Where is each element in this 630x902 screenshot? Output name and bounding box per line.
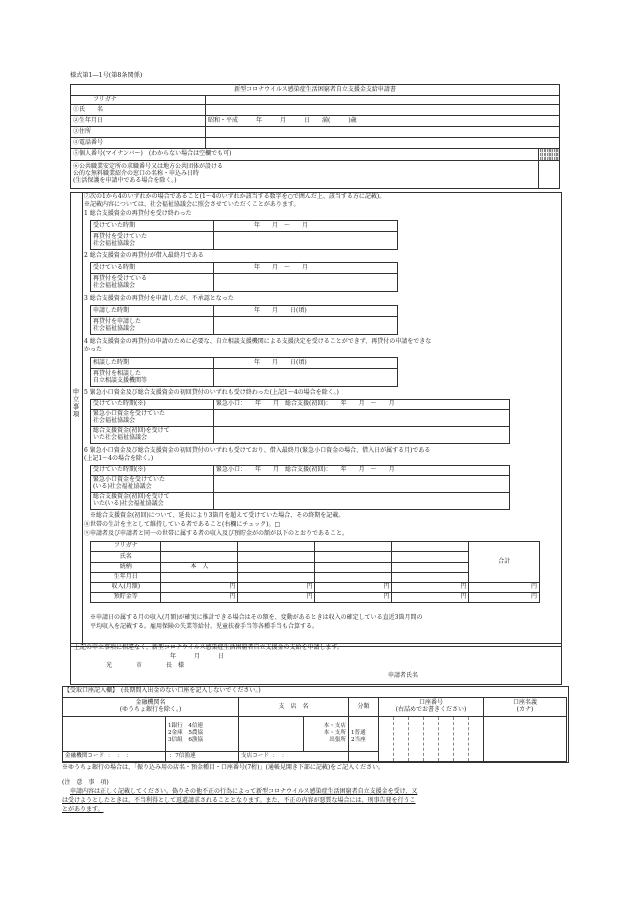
hh-cell[interactable] [315,563,392,573]
form-id: 様式第1―1号(第8条関係) [70,72,143,79]
caution-line-2: は受けようとしたときは、不当利得として返還請求されることとなります。また、不正の内容が悪質な場合には、刑事告発を行うこ [62,797,416,804]
hh-savings-cell[interactable]: 円 [315,593,392,603]
bank-holder-header: 口座名義 (カナ) [484,698,567,717]
case4-agency-label: 再貸付を相談した 自立相談支援機関等 [91,369,214,387]
branch-code-field[interactable] [349,751,379,761]
birth-label: ②生年月日 [71,116,206,127]
hh-cell[interactable] [315,542,392,552]
birth-field[interactable]: 昭和・平成 年 月 日 満( )歳 [206,116,560,127]
case-note: ※総合支援資金(初回)について、延長により3箇月を超えて受けていた場合、その終期を記載。 [90,512,345,519]
hh-cell[interactable] [161,552,238,563]
name-label: ①氏 名 [71,105,206,116]
income-note-2: 平均収入を記載する。雇用保険の失業等給付、児童扶養手当等各種手当も合算する。 [90,623,319,630]
hh-cell[interactable] [315,552,392,563]
hh-cell[interactable] [392,542,469,552]
hh-income-total[interactable]: 円 [469,583,540,593]
bank-institution-types[interactable]: 1銀行 4信連 2金庫 5農協 3信組 6漁協 [166,717,239,752]
hh-cell[interactable] [238,552,315,563]
bank-name-field[interactable] [63,717,166,752]
case4-agency-field[interactable] [214,369,398,387]
form-title: 新型コロナウイルス感染症生活困窮者自立支援金支給申請書 [71,85,560,96]
case3-council-field[interactable] [214,317,398,335]
case3-heading: 3 総合支援資金の再貸付を申請したが、不承認となった [84,295,234,302]
branch-name-field[interactable] [239,717,304,752]
case5-general-council-label: 総合支援資金(初回)を受けて いた社会福祉協議会 [91,427,214,444]
hh-income-cell[interactable]: 円 [392,583,469,593]
case6-general-council-label: 総合支援資金(初回)を受けて いた(いる)社会福祉協議会 [91,493,214,510]
case4-heading: 4 総合支援資金の再貸付の申請のために必要な、自立相談支援機関による支援決定を受けることができず、再貸付の申請をできな [84,338,432,345]
hh-cell[interactable] [161,542,238,552]
case5-period-label: 受けていた時期(※) [91,400,214,410]
case4-date-label: 相談した時期 [91,358,214,369]
case5-period-field[interactable]: 緊急小口： 年 月 総合支援(初回)： 年 月 ～ 月 [214,400,510,410]
furigana-label: フリガナ [71,96,206,105]
applicant-table [70,84,560,189]
hh-birth-label: 生年月日 [91,573,161,583]
declaration-text: 上記の申立事項に相違なく、新型コロナウイルス感染症生活困窮者自立支援金の支給を申請します。 [74,644,344,651]
phone-field[interactable] [206,138,560,149]
hh-income-label: 収入(月額) [91,583,161,593]
case6-heading-cont: (上記1～4の場合を除く。) [84,455,154,462]
branch-types[interactable]: 本・支店 本・支所 出張所 [304,717,349,752]
address-field[interactable] [206,127,560,138]
income-note-1: ※申請日の属する月の収入(月額)が確実に推計できる場合はその額を、変動があるときは収入の確定している直近3箇月間の [90,614,423,621]
hh-cell[interactable] [238,542,315,552]
hh-cell[interactable] [392,573,469,583]
case5-emergency-council-label: 緊急小口資金を受けていた 社会福祉協議会 [91,410,214,427]
case5-table [90,399,510,444]
s7-intro: ⑦次の1から4のいずれかの場合であること(1～4のいずれか該当する数字を○で囲んだ上、該当する方に記載)。 [84,193,386,200]
case1-council-field[interactable] [214,232,398,250]
hellowork-field[interactable] [539,161,560,189]
hh-income-cell[interactable]: 円 [315,583,392,593]
hh-savings-label: 預貯金等 [91,593,161,603]
hh-total-label: 合計 [469,542,540,583]
case2-heading: 2 総合支援資金の再貸付が借入最終月である [84,252,204,259]
case2-table [90,262,398,292]
caution-line-1: 申請内容は正しく記載してください。偽りその他不正の行為によって新型コロナウイルス感染症生活困窮者自立支援金を受け、又 [70,788,418,795]
caution-heading: (注 意 事 項) [62,779,109,786]
case3-date-field[interactable]: 年 月 日(頃) [214,306,398,317]
hh-cell[interactable] [238,573,315,583]
case2-period-label: 受けている時期 [91,263,214,274]
hh-furigana-label: フリガナ [91,542,161,552]
furigana-field[interactable] [206,96,560,105]
case6-emergency-council-field[interactable] [214,476,510,493]
s7-note: ※記載内容については、社会福祉協議会に照会させていただくことがあります。 [84,201,300,208]
case6-general-council-field[interactable] [214,493,510,510]
case6-period-label: 受けていた時期(※) [91,466,214,476]
case6-emergency-council-label: 緊急小口資金を受けていた (いる)社会福祉協議会 [91,476,214,493]
bank-type-header: 分類 [349,698,379,717]
hh-savings-total[interactable]: 円 [469,593,540,603]
case3-table [90,305,398,335]
case6-heading: 6 緊急小口資金及び総合支援資金の初回貸付のいずれも受けており、借入最終月(緊急小口資金の場合、借入日が属する月)である [84,447,431,454]
case3-council-label: 再貸付を申請した 社会福祉協議会 [91,317,214,335]
case2-council-label: 再貸付を受けている 社会福祉協議会 [91,274,214,292]
case6-table [90,465,510,510]
hh-relation-label: 続柄 [91,563,161,573]
s8-main-earner[interactable]: ⑧世帯の生計を主として維持している者であること(右欄にチェック)。□ [84,521,281,528]
case1-heading: 1 総合支援資金の再貸付を受け終わった [84,210,192,217]
hh-savings-cell[interactable]: 円 [238,593,315,603]
bank-code-suffix[interactable]: : 7信漁連 [166,751,239,761]
hellowork-label: ⑥公共職業安定所の求職番号又は地方公共団体が設ける 公的な無料職業紹介の窓口の名称・申込み日時 (生活保護を申請中である場合を除く。) [71,161,539,189]
case5-emergency-council-field[interactable] [214,410,510,427]
case1-period-field[interactable]: 年 月 ～ 月 [214,221,398,232]
yucho-note: ※ゆうちょ銀行の場合は、「振り込み用の店名・預金種目・口座番号(7桁)」(通帳見開き下部に記載)をご記入ください。 [62,764,385,771]
bank-table [62,697,567,762]
address-label: ③住所 [71,127,206,138]
hh-savings-cell[interactable]: 円 [392,593,469,603]
hh-income-cell[interactable]: 円 [238,583,315,593]
mynumber-boxes[interactable] [539,149,560,161]
section-label: 申立事項 [71,388,80,418]
hh-cell[interactable] [392,563,469,573]
signature-label: 申請者氏名 [388,672,419,679]
account-class[interactable]: 1普通 2当座 [349,717,379,752]
account-number-boxes[interactable] [379,717,484,762]
bank-branch-header: 支 店 名 [239,698,349,717]
hh-relation-self: 本 人 [161,563,238,573]
account-holder-field[interactable] [484,717,567,762]
phone-label: ④電話番号 [71,138,206,149]
addressee: 光 市 長 様 [106,662,185,669]
hh-income-cell[interactable]: 円 [161,583,238,593]
mynumber-label: ⑤個人番号(マイナンバー) (わからない場合は空欄でも可) [71,149,539,161]
caution-line-3: とがあります。 [62,806,104,813]
case1-period-label: 受けていた時期 [91,221,214,232]
case1-table [90,220,398,250]
case5-heading: 5 緊急小口資金及び総合支援資金の初回貸付のいずれも受け終わった(上記1～4の場合を除く。) [84,389,339,396]
case4-heading-cont: かった [84,346,103,353]
bank-inst-header: 金融機関名 (ゆうちょ銀行を除く。) [63,698,239,717]
case4-table [90,357,398,387]
hh-cell[interactable] [315,573,392,583]
case2-council-field[interactable] [214,274,398,292]
s9-intro: ⑨申請者及び申請者と同一の世帯に属する者の収入及び預貯金がの額が以下のとおりであること。 [84,530,349,537]
case6-period-field[interactable]: 緊急小口： 年 月 総合支援(初回)： 年 月 ～ 月 [214,466,510,476]
declaration-date[interactable]: 年 月 日 [170,653,225,660]
hh-cell[interactable] [238,563,315,573]
name-field[interactable] [206,105,560,116]
case3-date-label: 申請した時期 [91,306,214,317]
case1-council-label: 再貸付を受けていた 社会福祉協議会 [91,232,214,250]
section-label-column [70,192,83,645]
bank-heading: 【受取口座記入欄】 (長期間入出金のない口座を記入しないでください。) [64,687,261,694]
hh-savings-cell[interactable]: 円 [161,593,238,603]
hh-name-label: 氏名 [91,552,161,563]
branch-code-label: 支店コード ： ： [239,751,349,761]
hh-cell[interactable] [392,552,469,563]
case2-period-field[interactable]: 年 月 ～ 月 [214,263,398,274]
bank-code-label: 金融機関コード ： ： ： [63,751,166,761]
hh-cell[interactable] [161,573,238,583]
case5-general-council-field[interactable] [214,427,510,444]
bank-account-header: 口座番号 (右詰めでお書きください) [379,698,484,717]
household-table [90,541,540,603]
case4-date-field[interactable]: 年 月 日(頃) [214,358,398,369]
